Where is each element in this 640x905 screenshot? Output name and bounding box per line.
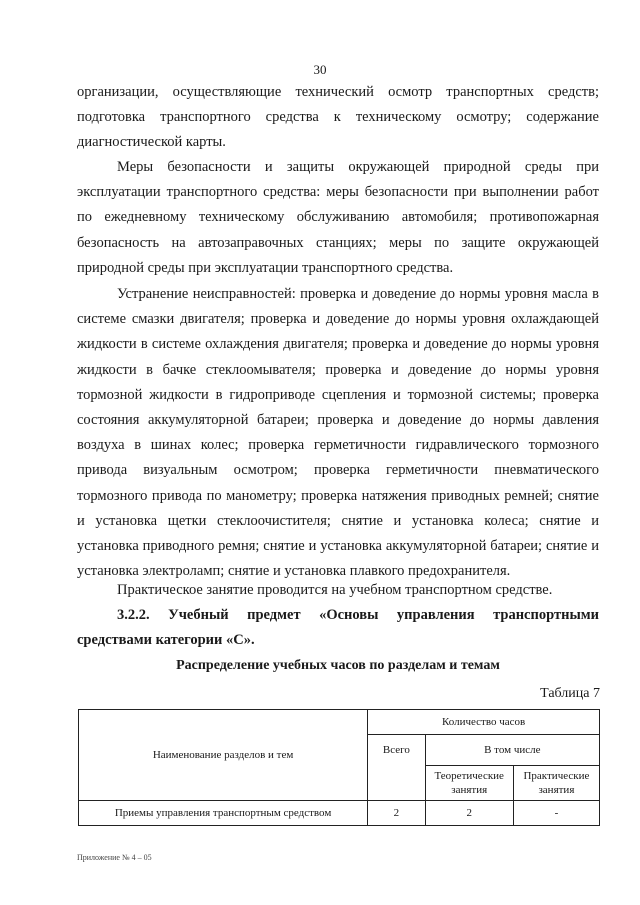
paragraph-troubleshooting: Устранение неисправностей: проверка и доведение до нормы уровня масла в системе смазки двигателя; проверка и доведение до нормы уровня охлаждающей жидкости в системе охлаждения двигателя; проверка и доведение до нормы уровня жидкости в бачке стеклоомывателя; проверка и доведение до нормы уровня тормозной жидкости в гидроприводе сцепления и тормозной системы; проверка состояния аккумуляторной батареи; проверка и доведение до нормы давления воздуха в шинах колес; проверка герметичности гидравлического тормозного привода визуальным осмотром; проверка герметичности пневматического тормозного привода по манометру; проверка натяжения приводных ремней; снятие и установка щетки стеклоочистителя; снятие и установка колеса; снятие и установка приводного ремня; снятие и установка аккумуляторной батареи; снятие и установка электроламп; снятие и установка плавкого предохранителя. <box>77 286 599 580</box>
paragraph-practical-lesson: Практическое занятие проводится на учебном транспортном средстве. <box>117 582 553 598</box>
header-total-cell: Всего <box>368 735 425 801</box>
paragraph-inspection-continuation: организации, осуществляющие технический осмотр транспортных средств; подготовка транспортного средства к техническому осмотру; содержание диагностической карты. <box>77 84 599 151</box>
page-number: 30 <box>313 62 327 77</box>
row-theory-cell: 2 <box>425 801 513 826</box>
header-hours-cell: Количество часов <box>368 710 600 735</box>
page-footer: Приложение № 4 – 05 <box>77 853 152 862</box>
paragraph-safety-measures: Меры безопасности и защиты окружающей природной среды при эксплуатации транспортного средства: меры безопасности при выполнении работ по ежедневному техническому обслуживанию автомобиля; противопожарная безопасность на автозаправочных станциях; меры по защите окружающей природной среды при эксплуатации транспортного средства. <box>77 159 599 276</box>
header-name-cell: Наименование разделов и тем <box>79 710 368 801</box>
table-title: Распределение учебных часов по разделам и темам <box>176 658 500 673</box>
table-row <box>79 801 600 826</box>
row-total-cell: 2 <box>368 801 425 826</box>
section-heading: 3.2.2. Учебный предмет «Основы управления транспортными средствами категории «С». <box>77 607 599 648</box>
hours-table <box>78 709 600 826</box>
row-name-cell: Приемы управления транспортным средством <box>79 801 368 826</box>
header-practice-cell: Практические занятия <box>513 766 599 801</box>
row-practice-cell: - <box>513 801 599 826</box>
table-header-row <box>79 710 600 735</box>
header-theory-cell: Теоретические занятия <box>425 766 513 801</box>
table-label: Таблица 7 <box>540 686 600 701</box>
header-including-cell: В том числе <box>425 735 599 766</box>
